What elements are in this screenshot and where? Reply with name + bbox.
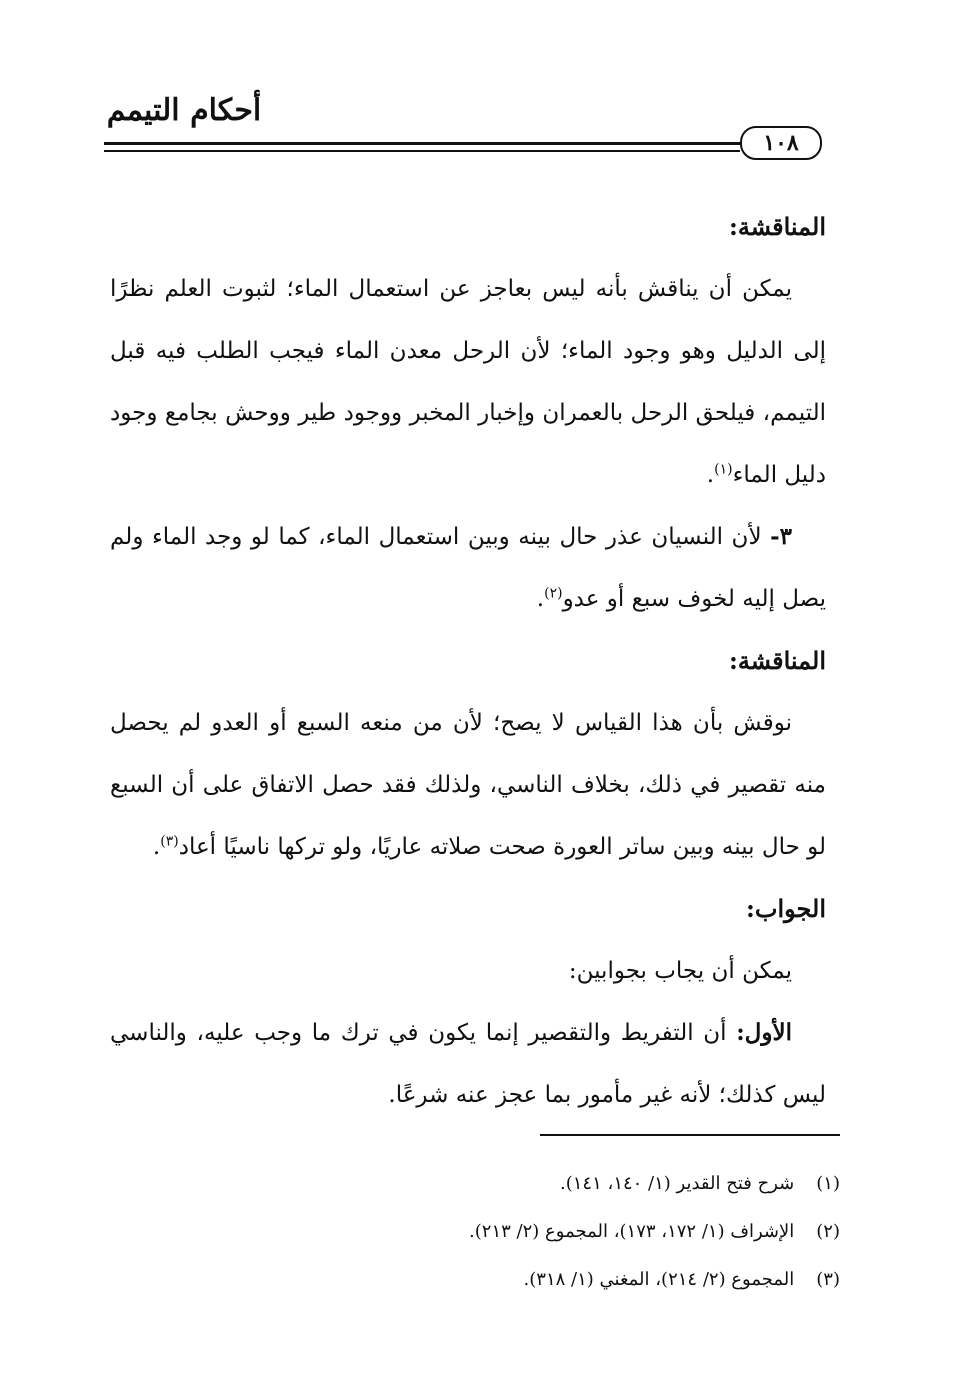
discussion-paragraph-1: يمكن أن يناقش بأنه ليس بعاجز عن استعمال الماء؛ لثبوت العلم نظرًا إلى الدليل وهو وجود الماء؛ لأن الرحل معدن الماء فيجب الطلب فيه قبل التيمم، فيلحق الرحل بالعمران وإخبار المخبر ووجود طير ووحش بجامع وجود دليل الماء$^{(١)}$. xyxy=(110,276,826,488)
footnote-ref-2: (٢) xyxy=(544,585,563,602)
first-answer-label: الأول: xyxy=(736,1019,793,1046)
discussion-paragraph-2: نوقش بأن هذا القياس لا يصح؛ لأن من منعه السبع أو العدو لم يحصل منه تقصير في ذلك، بخلاف الناسي، ولذلك فقد حصل الاتفاق على أن السبع لو حال بينه وبين ساتر العورة صحت صلاته عاريًا، ولو تركها ناسيًا أعاد$^{(٣)}$. xyxy=(110,710,826,860)
first-answer-paragraph: الأول: أن التفريط والتقصير إنما يكون في ترك ما وجب عليه، والناسي ليس كذلك؛ لأنه غير مأمور بما عجز عنه شرعًا. xyxy=(110,1019,826,1108)
evidence-item-3: ٣- لأن النسيان عذر حال بينه وبين استعمال الماء، كما لو وجد الماء ولم يصل إليه لخوف سبع أو عدو$^{(٢)}$. xyxy=(110,523,826,612)
header-rule-thick xyxy=(104,142,740,145)
footnote-ref-1: (١) xyxy=(714,461,733,478)
answer-heading: الجواب: xyxy=(746,894,826,923)
discussion-heading-1: المناقشة: xyxy=(728,212,826,241)
body-text xyxy=(110,196,826,1126)
footnote-ref-3: (٣) xyxy=(160,833,179,850)
footnotes xyxy=(110,1160,840,1304)
running-header-title: أحكام التيمم xyxy=(106,93,262,128)
header-rule-thin xyxy=(104,150,740,152)
footnote-2: (٢) الإشراف (١/ ١٧٢، ١٧٣)، المجموع (٢/ ٢١٣). xyxy=(469,1221,840,1242)
footnote-1: (١) شرح فتح القدير (١/ ١٤٠، ١٤١). xyxy=(560,1173,840,1194)
page-number-badge: ١٠٨ xyxy=(740,126,822,160)
item-number: ٣- xyxy=(770,523,793,550)
footnote-3: (٣) المجموع (٢/ ٢١٤)، المغني (١/ ٣١٨). xyxy=(523,1269,840,1290)
footnote-separator xyxy=(540,1134,840,1136)
answer-intro: يمكن أن يجاب بجوابين: xyxy=(568,958,792,984)
discussion-heading-2: المناقشة: xyxy=(728,646,826,675)
